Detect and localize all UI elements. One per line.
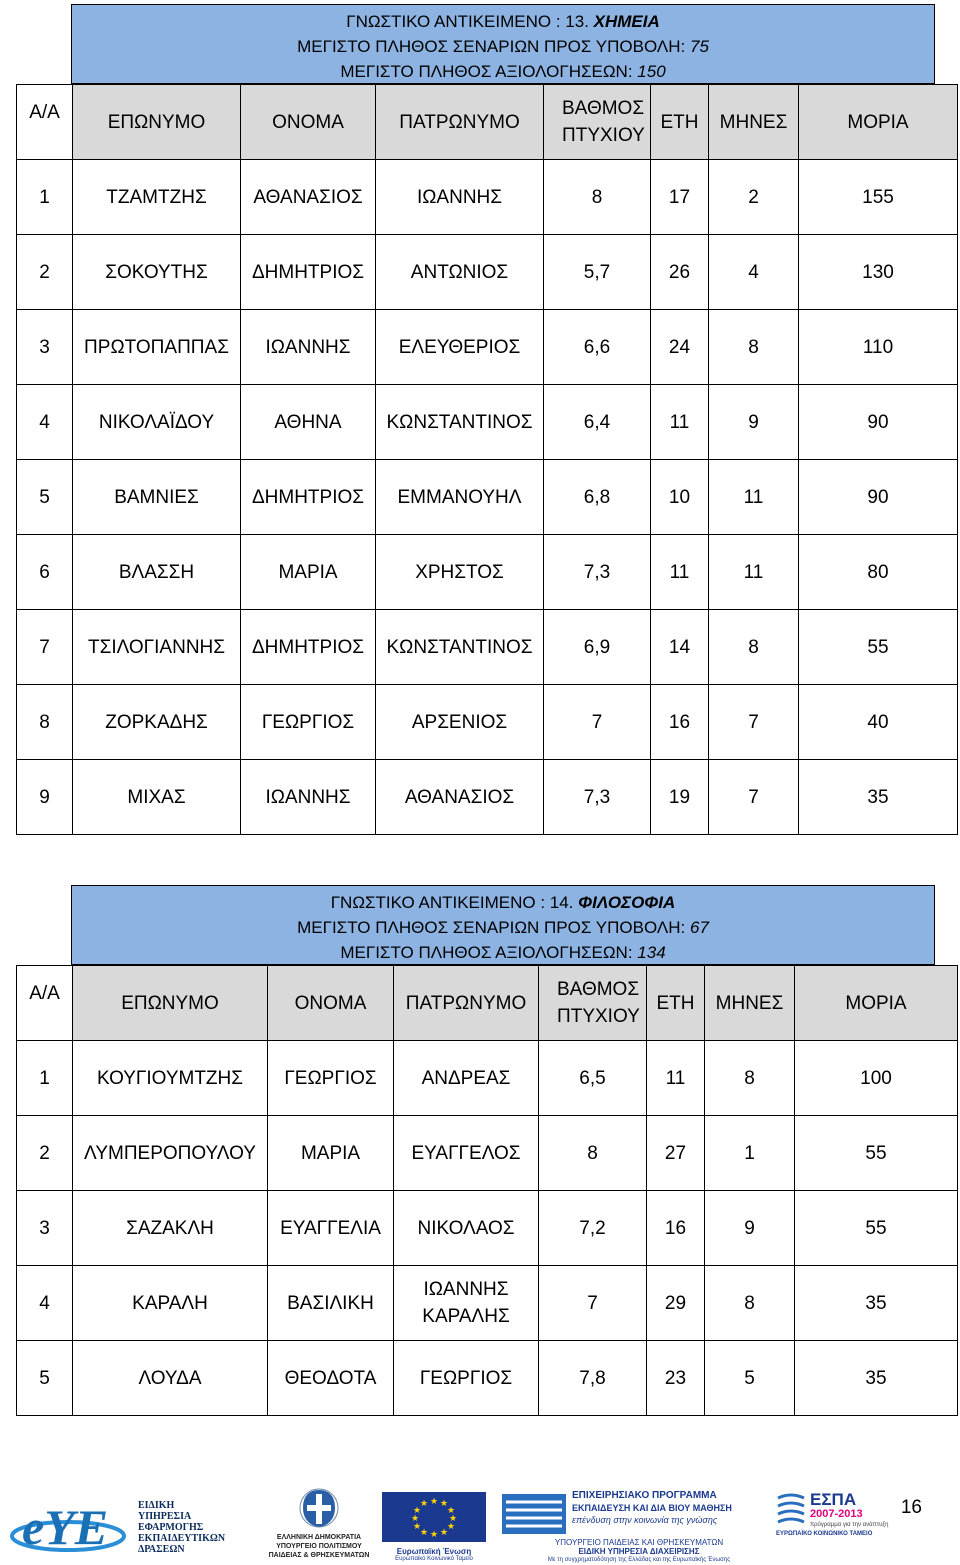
cell-months: 2: [709, 160, 799, 235]
program-line: επένδυση στην κοινωνία της γνώσης: [572, 1515, 718, 1525]
svg-text:★: ★: [429, 1530, 439, 1540]
table-body: [17, 160, 958, 835]
cell-months: 8: [705, 1041, 795, 1116]
max-evaluations-line: ΜΕΓΙΣΤΟ ΠΛΗΘΟΣ ΑΞΙΟΛΟΓΗΣΕΩΝ: 150: [340, 62, 666, 81]
header-patronymic: ΠΑΤΡΩΝΥΜΟ: [376, 85, 544, 160]
cell-patronymic: ΝΙΚΟΛΑΟΣ: [394, 1191, 539, 1266]
eu-logo: [381, 1492, 487, 1560]
table-row: [17, 235, 958, 310]
cell-aa: 5: [17, 1341, 73, 1416]
subject-banner: [71, 4, 935, 84]
cell-surname: ΣΑΖΑΚΛΗ: [73, 1191, 268, 1266]
coat-of-arms-icon: [299, 1488, 339, 1528]
svg-text:★: ★: [412, 1522, 422, 1532]
cell-surname: ΝΙΚΟΛΑΪΔΟΥ: [73, 385, 241, 460]
svg-text:★: ★: [439, 1528, 449, 1538]
page-number: 16: [900, 1497, 922, 1518]
subject-banner: [71, 885, 935, 965]
eye-line: ΕΚΠΑΙΔΕΥΤΙΚΩΝ: [138, 1533, 226, 1544]
program-ministry: ΥΠΟΥΡΓΕΙΟ ΠΑΙΔΕΙΑΣ ΚΑΙ ΘΡΗΣΚΕΥΜΑΤΩΝ: [554, 1538, 724, 1547]
cell-aa: 5: [17, 460, 73, 535]
cell-years: 26: [651, 235, 709, 310]
cell-aa: 2: [17, 1116, 73, 1191]
max-scenarios-line: ΜΕΓΙΣΤΟ ΠΛΗΘΟΣ ΣΕΝΑΡΙΩΝ ΠΡΟΣ ΥΠΟΒΟΛΗ: 67: [297, 918, 709, 937]
cell-aa: 6: [17, 535, 73, 610]
cell-patronymic: ΙΩΑΝΝΗΣ: [376, 160, 544, 235]
eye-line: ΕΦΑΡΜΟΓΗΣ: [138, 1522, 204, 1533]
svg-text:★: ★: [419, 1528, 429, 1538]
candidates-table: [16, 965, 958, 1416]
cell-patronymic: ΕΜΜΑΝΟΥΗΛ: [376, 460, 544, 535]
cell-patronymic: ΚΩΝΣΤΑΝΤΙΝΟΣ: [376, 610, 544, 685]
cell-months: 9: [709, 385, 799, 460]
cell-months: 7: [709, 685, 799, 760]
eye-logo: [8, 1492, 248, 1556]
table-row: [17, 1041, 958, 1116]
table-row: [17, 460, 958, 535]
cell-aa: 3: [17, 1191, 73, 1266]
cell-months: 8: [709, 610, 799, 685]
cell-surname: ΖΟΡΚΑΔΗΣ: [73, 685, 241, 760]
cell-points: 35: [799, 760, 958, 835]
header-patronymic: ΠΑΤΡΩΝΥΜΟ: [394, 966, 539, 1041]
header-degree-grade: ΒΑΘΜΟΣ ΠΤΥΧΙΟΥ: [539, 966, 647, 1041]
cell-months: 8: [705, 1266, 795, 1341]
cell-surname: ΚΑΡΑΛΗ: [73, 1266, 268, 1341]
header-months: ΜΗΝΕΣ: [705, 966, 795, 1041]
header-aa: Α/Α: [17, 85, 73, 160]
cell-aa: 4: [17, 385, 73, 460]
table-row: [17, 160, 958, 235]
svg-text:★: ★: [429, 1497, 439, 1507]
header-years: ΕΤΗ: [647, 966, 705, 1041]
ministry-line: ΥΠΟΥΡΓΕΙΟ ΠΟΛΙΤΙΣΜΟΥ: [276, 1543, 362, 1550]
cell-years: 16: [647, 1191, 705, 1266]
eye-line: ΥΠΗΡΕΣΙΑ: [138, 1511, 192, 1522]
cell-years: 10: [651, 460, 709, 535]
cell-patronymic: ΑΝΔΡΕΑΣ: [394, 1041, 539, 1116]
cell-degree-grade: 6,6: [544, 310, 651, 385]
svg-text:★: ★: [448, 1514, 458, 1524]
cell-points: 55: [795, 1116, 958, 1191]
cell-name: ΘΕΟΔΟΤΑ: [268, 1341, 394, 1416]
cell-years: 17: [651, 160, 709, 235]
ministry-line: ΕΛΛΗΝΙΚΗ ΔΗΜΟΚΡΑΤΙΑ: [276, 1534, 362, 1541]
cell-aa: 7: [17, 610, 73, 685]
cell-aa: 1: [17, 1041, 73, 1116]
espa-flag-icon: [776, 1492, 806, 1528]
cell-years: 24: [651, 310, 709, 385]
cell-points: 90: [799, 460, 958, 535]
cell-degree-grade: 7,8: [539, 1341, 647, 1416]
cell-surname: ΜΙΧΑΣ: [73, 760, 241, 835]
cell-name: ΙΩΑΝΝΗΣ: [241, 310, 376, 385]
cell-aa: 1: [17, 160, 73, 235]
cell-points: 80: [799, 535, 958, 610]
cell-aa: 9: [17, 760, 73, 835]
table-row: [17, 310, 958, 385]
eye-mark-icon: [8, 1492, 138, 1556]
cell-months: 11: [709, 535, 799, 610]
cell-name: ΑΘΗΝΑ: [241, 385, 376, 460]
cell-degree-grade: 8: [544, 160, 651, 235]
svg-text:★: ★: [446, 1506, 456, 1516]
cell-aa: 8: [17, 685, 73, 760]
header-aa: Α/Α: [17, 966, 73, 1041]
table-row: [17, 1266, 958, 1341]
svg-text:★: ★: [419, 1499, 429, 1509]
cell-years: 27: [647, 1116, 705, 1191]
eye-line: ΕΙΔΙΚΗ: [138, 1500, 175, 1511]
cell-patronymic: ΕΛΕΥΘΕΡΙΟΣ: [376, 310, 544, 385]
cell-name: ΓΕΩΡΓΙΟΣ: [268, 1041, 394, 1116]
max-scenarios-line: ΜΕΓΙΣΤΟ ΠΛΗΘΟΣ ΣΕΝΑΡΙΩΝ ΠΡΟΣ ΥΠΟΒΟΛΗ: 75: [297, 37, 709, 56]
cell-name: ΒΑΣΙΛΙΚΗ: [268, 1266, 394, 1341]
cell-points: 35: [795, 1266, 958, 1341]
cell-name: ΜΑΡΙΑ: [241, 535, 376, 610]
cell-months: 1: [705, 1116, 795, 1191]
cell-points: 90: [799, 385, 958, 460]
table-row: [17, 760, 958, 835]
table-body: [17, 1041, 958, 1416]
cell-patronymic: ΙΩΑΝΝΗΣ ΚΑΡΑΛΗΣ: [394, 1266, 539, 1341]
cell-patronymic: ΚΩΝΣΤΑΝΤΙΝΟΣ: [376, 385, 544, 460]
cell-degree-grade: 6,8: [544, 460, 651, 535]
espa-years: 2007-2013: [810, 1508, 863, 1520]
program-logo: [500, 1488, 778, 1563]
cell-points: 40: [799, 685, 958, 760]
cell-name: ΙΩΑΝΝΗΣ: [241, 760, 376, 835]
cell-degree-grade: 7,3: [544, 760, 651, 835]
header-degree-grade: ΒΑΘΜΟΣ ΠΤΥΧΙΟΥ: [544, 85, 651, 160]
cell-years: 29: [647, 1266, 705, 1341]
svg-text:★: ★: [410, 1514, 420, 1524]
cell-surname: ΠΡΩΤΟΠΑΠΠΑΣ: [73, 310, 241, 385]
cell-aa: 2: [17, 235, 73, 310]
cell-months: 11: [709, 460, 799, 535]
header-points: ΜΟΡΙΑ: [799, 85, 958, 160]
cell-points: 55: [799, 610, 958, 685]
eu-sublabel: Ευρωπαϊκό Κοινωνικό Ταμείο: [395, 1556, 473, 1562]
cell-surname: ΤΖΑΜΤΖΗΣ: [73, 160, 241, 235]
cell-years: 11: [651, 535, 709, 610]
cell-years: 16: [651, 685, 709, 760]
table-row: [17, 535, 958, 610]
cell-months: 5: [705, 1341, 795, 1416]
espa-fund: ΕΥΡΩΠΑΪΚΟ ΚΟΙΝΩΝΙΚΟ ΤΑΜΕΙΟ: [776, 1531, 873, 1537]
cell-name: ΜΑΡΙΑ: [268, 1116, 394, 1191]
cell-points: 110: [799, 310, 958, 385]
program-agency: ΕΙΔΙΚΗ ΥΠΗΡΕΣΙΑ ΔΙΑΧΕΙΡΙΣΗΣ: [578, 1547, 700, 1556]
header-name: ΟΝΟΜΑ: [268, 966, 394, 1041]
cell-years: 19: [651, 760, 709, 835]
cell-patronymic: ΧΡΗΣΤΟΣ: [376, 535, 544, 610]
table-row: [17, 1116, 958, 1191]
cell-points: 155: [799, 160, 958, 235]
header-months: ΜΗΝΕΣ: [709, 85, 799, 160]
svg-text:★: ★: [412, 1506, 422, 1516]
header-surname: ΕΠΩΝΥΜΟ: [73, 85, 241, 160]
cell-name: ΔΗΜΗΤΡΙΟΣ: [241, 235, 376, 310]
cell-patronymic: ΑΝΤΩΝΙΟΣ: [376, 235, 544, 310]
header-points: ΜΟΡΙΑ: [795, 966, 958, 1041]
table-row: [17, 685, 958, 760]
cell-months: 8: [709, 310, 799, 385]
cell-degree-grade: 7,2: [539, 1191, 647, 1266]
table-row: [17, 385, 958, 460]
table-row: [17, 1341, 958, 1416]
program-line: ΕΠΙΧΕΙΡΗΣΙΑΚΟ ΠΡΟΓΡΑΜΜΑ: [572, 1490, 717, 1501]
cell-patronymic: ΑΡΣΕΝΙΟΣ: [376, 685, 544, 760]
cell-degree-grade: 7,3: [544, 535, 651, 610]
cell-surname: ΒΛΑΣΣΗ: [73, 535, 241, 610]
program-mark-icon: [500, 1490, 568, 1536]
cell-name: ΓΕΩΡΓΙΟΣ: [241, 685, 376, 760]
footer-logos: [0, 1470, 960, 1563]
cell-surname: ΤΣΙΛΟΓΙΑΝΝΗΣ: [73, 610, 241, 685]
header-name: ΟΝΟΜΑ: [241, 85, 376, 160]
cell-patronymic: ΑΘΑΝΑΣΙΟΣ: [376, 760, 544, 835]
svg-text:eYE: eYE: [22, 1499, 109, 1555]
eu-label: Ευρωπαϊκή Ένωση: [396, 1547, 472, 1556]
espa-title: ΕΣΠΑ: [810, 1490, 857, 1509]
cell-name: ΑΘΑΝΑΣΙΟΣ: [241, 160, 376, 235]
program-line: ΕΚΠΑΙΔΕΥΣΗ ΚΑΙ ΔΙΑ ΒΙΟΥ ΜΑΘΗΣΗ: [572, 1503, 732, 1513]
cell-years: 23: [647, 1341, 705, 1416]
table-header: [17, 966, 958, 1041]
cell-months: 4: [709, 235, 799, 310]
program-cofund: Με τη συγχρηματοδότηση της Ελλάδας και της Ευρωπαϊκής Ένωσης: [547, 1557, 731, 1563]
table-row: [17, 1191, 958, 1266]
max-evaluations-line: ΜΕΓΙΣΤΟ ΠΛΗΘΟΣ ΑΞΙΟΛΟΓΗΣΕΩΝ: 134: [340, 943, 666, 962]
cell-degree-grade: 7: [539, 1266, 647, 1341]
cell-surname: ΚΟΥΓΙΟΥΜΤΖΗΣ: [73, 1041, 268, 1116]
cell-name: ΔΗΜΗΤΡΙΟΣ: [241, 460, 376, 535]
cell-years: 11: [647, 1041, 705, 1116]
cell-degree-grade: 6,4: [544, 385, 651, 460]
cell-points: 35: [795, 1341, 958, 1416]
ministry-line: ΠΑΙΔΕΙΑΣ & ΘΡΗΣΚΕΥΜΑΤΩΝ: [268, 1552, 370, 1559]
cell-years: 14: [651, 610, 709, 685]
cell-degree-grade: 8: [539, 1116, 647, 1191]
cell-degree-grade: 5,7: [544, 235, 651, 310]
cell-surname: ΛΥΜΠΕΡΟΠΟΥΛΟΥ: [73, 1116, 268, 1191]
table-row: [17, 610, 958, 685]
cell-patronymic: ΓΕΩΡΓΙΟΣ: [394, 1341, 539, 1416]
cell-points: 55: [795, 1191, 958, 1266]
espa-logo: [776, 1490, 892, 1550]
cell-name: ΕΥΑΓΓΕΛΙΑ: [268, 1191, 394, 1266]
cell-aa: 3: [17, 310, 73, 385]
cell-surname: ΣΟΚΟΥΤΗΣ: [73, 235, 241, 310]
cell-years: 11: [651, 385, 709, 460]
cell-points: 130: [799, 235, 958, 310]
cell-name: ΔΗΜΗΤΡΙΟΣ: [241, 610, 376, 685]
cell-aa: 4: [17, 1266, 73, 1341]
subject-line: ΓΝΩΣΤΙΚΟ ΑΝΤΙΚΕΙΜΕΝΟ : 13. ΧΗΜΕΙΑ: [346, 12, 660, 31]
table-header: [17, 85, 958, 160]
cell-points: 100: [795, 1041, 958, 1116]
cell-degree-grade: 7: [544, 685, 651, 760]
espa-tagline: πρόγραμμα για την ανάπτυξη: [810, 1522, 889, 1528]
svg-text:★: ★: [439, 1499, 449, 1509]
cell-patronymic: ΕΥΑΓΓΕΛΟΣ: [394, 1116, 539, 1191]
cell-months: 7: [709, 760, 799, 835]
cell-degree-grade: 6,9: [544, 610, 651, 685]
svg-text:★: ★: [446, 1522, 456, 1532]
header-years: ΕΤΗ: [651, 85, 709, 160]
cell-surname: ΛΟΥΔΑ: [73, 1341, 268, 1416]
cell-degree-grade: 6,5: [539, 1041, 647, 1116]
header-surname: ΕΠΩΝΥΜΟ: [73, 966, 268, 1041]
eu-flag-icon: [382, 1492, 486, 1542]
cell-surname: ΒΑΜΝΙΕΣ: [73, 460, 241, 535]
candidates-table: [16, 84, 958, 835]
subject-line: ΓΝΩΣΤΙΚΟ ΑΝΤΙΚΕΙΜΕΝΟ : 14. ΦΙΛΟΣΟΦΙΑ: [330, 893, 676, 912]
cell-months: 9: [705, 1191, 795, 1266]
eye-line: ΔΡΑΣΕΩΝ: [138, 1544, 185, 1555]
ministry-logo: [262, 1488, 376, 1558]
